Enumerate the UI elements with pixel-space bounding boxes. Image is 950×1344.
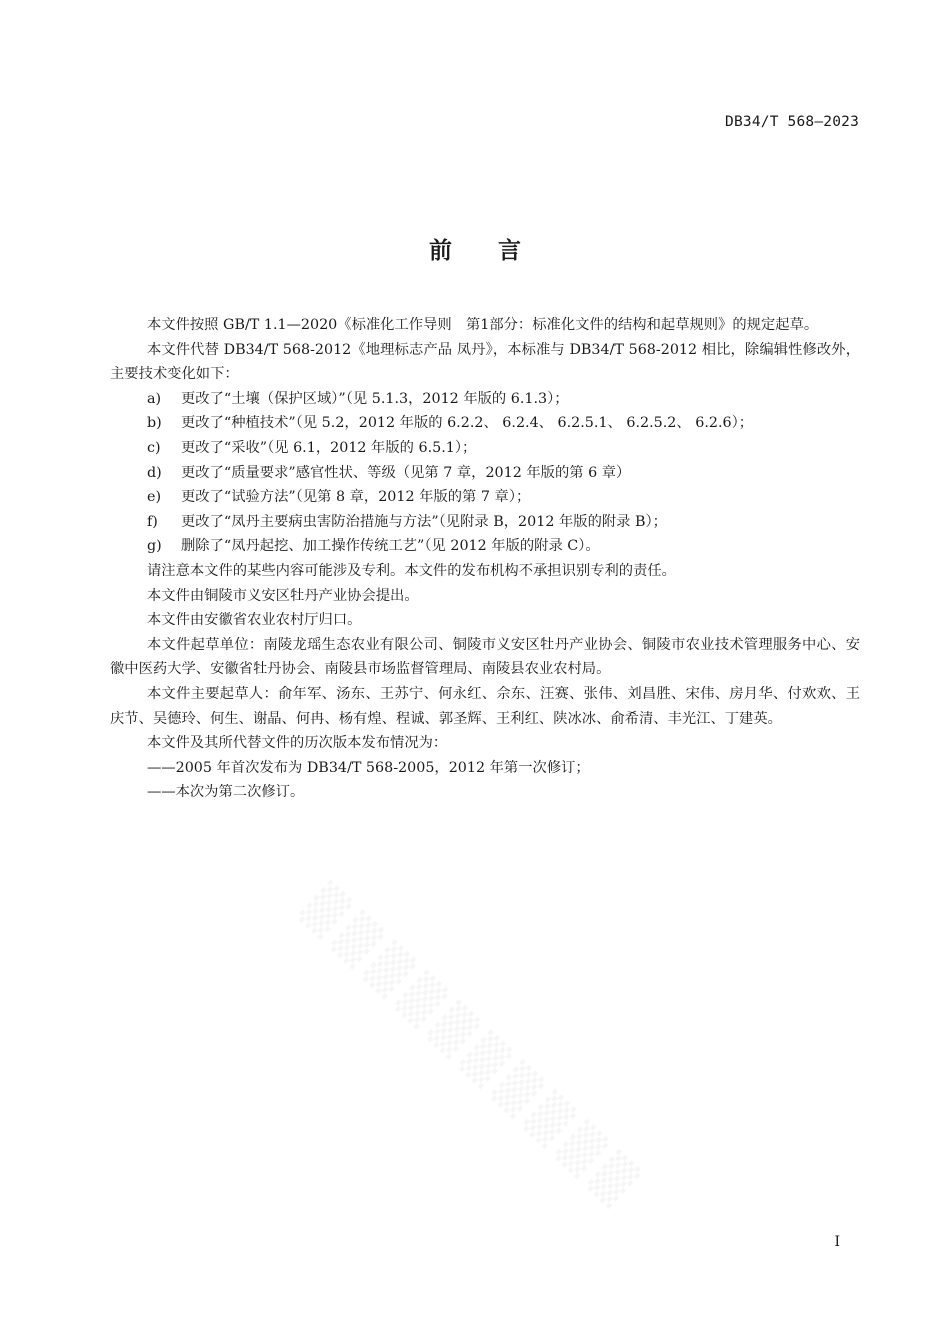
list-marker: f) xyxy=(147,513,158,530)
paragraph-drafting-rules: 本文件按照 GB/T 1.1—2020《标准化工作导则 第1部分：标准化文件的结构和起草规则》的规定起草。 xyxy=(147,317,819,333)
history-item: ——本次为第二次修订。 xyxy=(147,784,305,801)
paragraph-replaces: 本文件代替 DB34/T 568-2012《地理标志产品 凤丹》，本标准与 DB34/T 568-2012 相比，除编辑性修改外，主要技术变化如下： xyxy=(110,341,860,383)
list-item xyxy=(110,485,860,510)
list-marker: d) xyxy=(147,464,162,481)
list-marker: a) xyxy=(147,390,162,407)
paragraph-history-intro: 本文件及其所代替文件的历次版本发布情况为： xyxy=(147,735,448,752)
document-code: DB34/T 568—2023 xyxy=(725,114,859,130)
list-marker: b) xyxy=(147,415,162,432)
list-item-text: 更改了“凤丹主要病虫害防治措施与方法”（见附录 B，2012 年版的附录 B）； xyxy=(181,513,667,530)
list-item-text: 更改了“质量要求”感官性状、等级（见第 7 章，2012 年版的第 6 章） xyxy=(181,464,631,481)
list-item-text: 更改了“试验方法”（见第 8 章，2012 年版的第 7 章）； xyxy=(181,489,531,506)
list-marker: g) xyxy=(147,538,162,555)
list-item xyxy=(110,461,860,486)
list-marker: e) xyxy=(147,489,162,506)
foreword-body xyxy=(110,313,860,805)
list-item-text: 更改了“采收”（见 6.1，2012 年版的 6.5.1）； xyxy=(181,439,477,456)
list-item-text: 更改了“种植技术”（见 5.2，2012 年版的 6.2.2、 6.2.4、 6.2.5.1、 6.2.5.2、 6.2.6）； xyxy=(181,415,754,432)
paragraph-drafting-units: 本文件起草单位：南陵龙瑶生态农业有限公司、铜陵市义安区牡丹产业协会、铜陵市农业技术管理服务中心、安徽中医药大学、安徽省牡丹协会、南陵县市场监督管理局、南陵县农业农村局。 xyxy=(110,636,860,678)
list-item-text: 更改了“土壤（保护区域）”（见 5.1.3，2012 年版的 6.1.3）； xyxy=(181,390,569,407)
list-item xyxy=(110,436,860,461)
list-item xyxy=(110,411,860,436)
list-item xyxy=(110,510,860,535)
paragraph-patent-notice: 请注意本文件的某些内容可能涉及专利。本文件的发布机构不承担识别专利的责任。 xyxy=(147,562,676,579)
paragraph-drafters: 本文件主要起草人：俞年军、汤东、王苏宁、何永红、佘东、汪赛、张伟、刘昌胜、宋伟、房月华、付欢欢、王庆节、吴德玲、何生、谢晶、何冉、杨有煌、程诚、郭圣辉、王利红、陕冰冰、俞希清、丰光江、丁建英。 xyxy=(110,685,860,727)
history-item: ——2005 年首次发布为 DB34/T 568-2005，2012 年第一次修订； xyxy=(147,759,590,776)
page-number: I xyxy=(834,1234,840,1250)
page-title: 前言 xyxy=(429,238,567,264)
paragraph-proposed-by: 本文件由铜陵市义安区牡丹产业协会提出。 xyxy=(147,587,419,604)
watermark xyxy=(295,880,739,1299)
list-marker: c) xyxy=(147,439,161,456)
paragraph-managed-by: 本文件由安徽省农业农村厅归口。 xyxy=(147,612,362,629)
list-item-text: 删除了“凤丹起挖、加工操作传统工艺”（见 2012 年版的附录 C）。 xyxy=(181,538,600,555)
list-item xyxy=(110,387,860,412)
list-item xyxy=(110,534,860,559)
